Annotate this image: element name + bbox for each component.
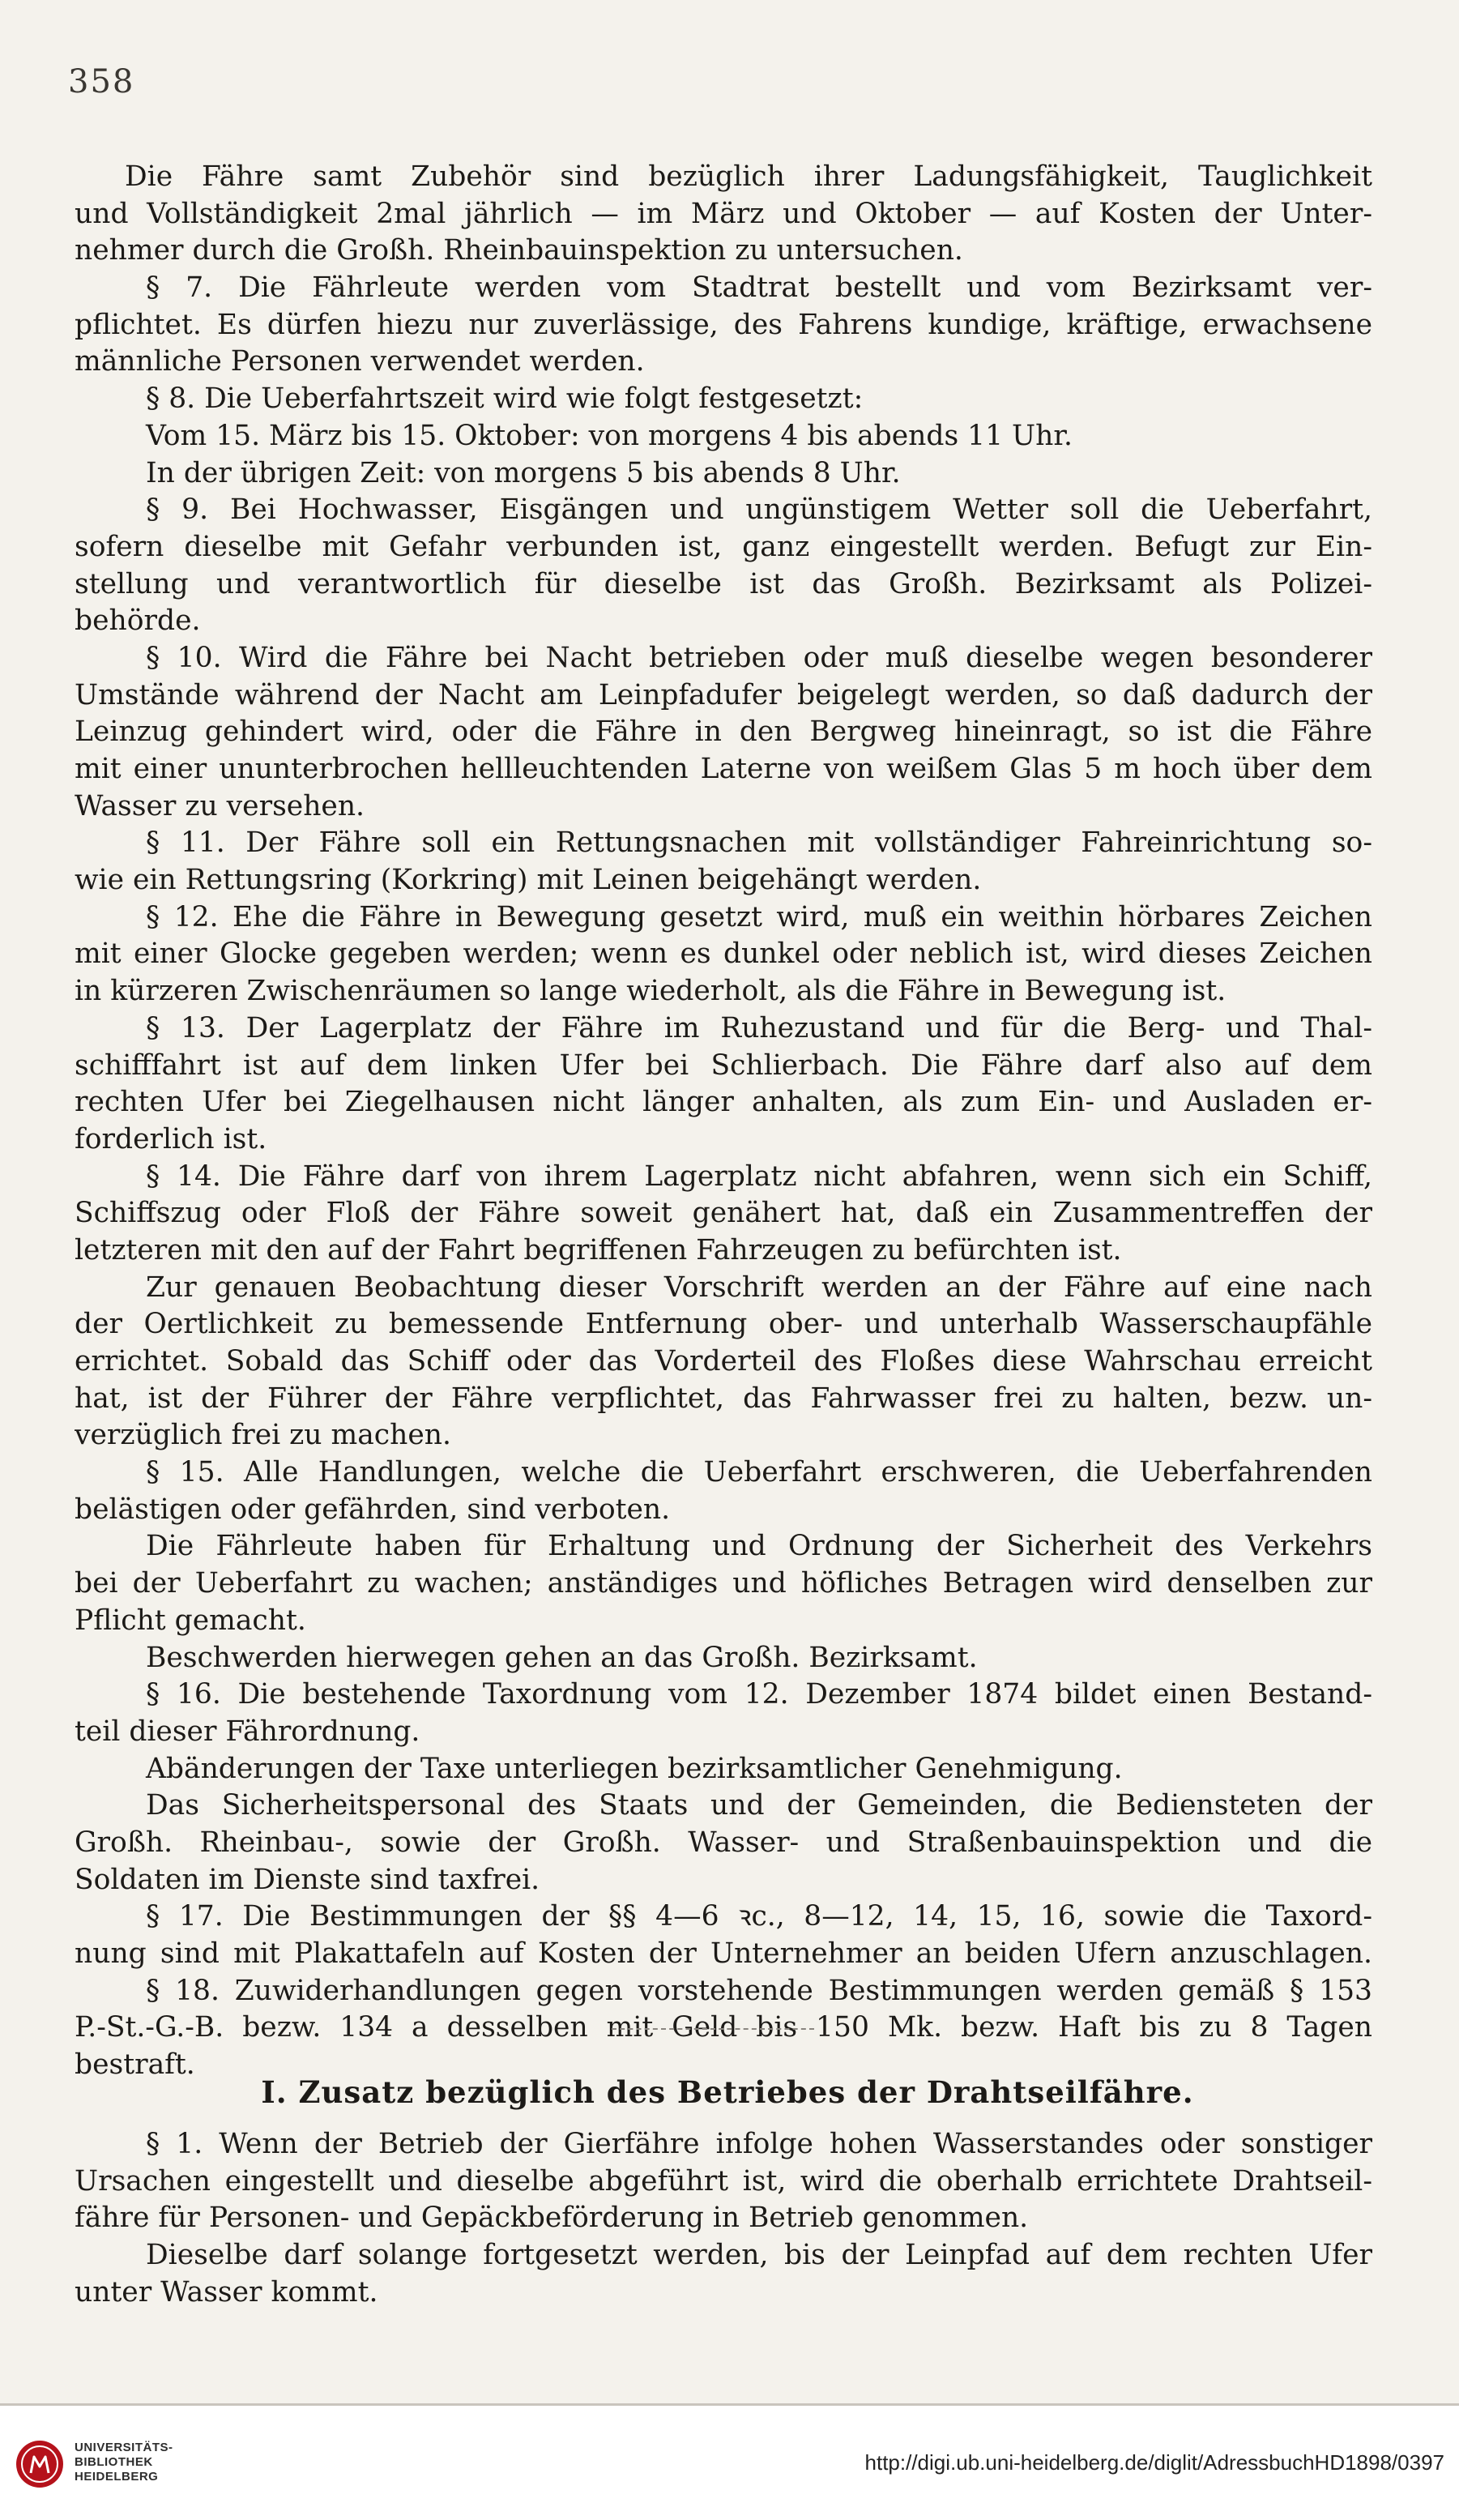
footer-divider — [0, 2403, 1459, 2406]
text-line: Schiffszug oder Floß der Fähre soweit genähert hat, daß ein Zusammentreffen der — [75, 1197, 1372, 1230]
text-line: Die Fähre samt Zubehör sind bezüglich ihrer Ladungsfähigkeit, Tauglichkeit — [125, 160, 1372, 193]
text-line: nehmer durch die Großh. Rheinbauinspektion zu untersuchen. — [75, 234, 963, 267]
separator-rule — [612, 2028, 814, 2031]
text-line: Umstände während der Nacht am Leinpfadufer beigelegt werden, so daß dadurch der — [75, 678, 1372, 711]
text-line: behörde. — [75, 604, 201, 638]
text-line: bei der Ueberfahrt zu wachen; anständiges und höfliches Betragen wird denselben zur — [75, 1567, 1372, 1600]
text-line: sofern dieselbe mit Gefahr verbunden ist, ganz eingestellt werden. Befugt zur Ein- — [75, 530, 1372, 563]
text-line: Dieselbe darf solange fortgesetzt werden, bis der Leinpfad auf dem rechten Ufer — [146, 2239, 1372, 2272]
text-line: Großh. Rheinbau-, sowie der Großh. Wasser- und Straßenbauinspektion und die — [75, 1826, 1372, 1859]
text-line: Wasser zu versehen. — [75, 789, 365, 822]
library-name-line: BIBLIOTHEK — [75, 2455, 153, 2469]
text-line: § 12. Ehe die Fähre in Bewegung gesetzt wird, muß ein weithin hörbares Zeichen — [146, 900, 1372, 933]
text-line: mit einer ununterbrochen hellleuchtenden Laterne von weißem Glas 5 m hoch über dem — [75, 753, 1372, 785]
text-line: Soldaten im Dienste sind taxfrei. — [75, 1863, 540, 1896]
text-line: männliche Personen verwendet werden. — [75, 345, 645, 378]
text-line: rechten Ufer bei Ziegelhausen nicht länger anhalten, als zum Ein- und Ausladen er- — [75, 1086, 1372, 1119]
text-line: Die Fährleute haben für Erhaltung und Ordnung der Sicherheit des Verkehrs — [146, 1530, 1372, 1563]
text-line: letzteren mit den auf der Fahrt begriffenen Fahrzeugen zu befürchten ist. — [75, 1233, 1122, 1266]
text-line: § 7. Die Fährleute werden vom Stadtrat bestellt und vom Bezirksamt ver- — [146, 271, 1372, 305]
text-line: Pflicht gemacht. — [75, 1604, 306, 1637]
text-line: pflichtet. Es dürfen hiezu nur zuverlässige, des Fahrens kundige, kräftige, erwachsene — [75, 308, 1372, 341]
text-line: Vom 15. März bis 15. Oktober: von morgens 4 bis abends 11 Uhr. — [146, 419, 1073, 452]
text-line: stellung und verantwortlich für dieselbe ist das Großh. Bezirksamt als Polizei- — [75, 567, 1372, 600]
text-line: errichtet. Sobald das Schiff oder das Vorderteil des Floßes diese Wahrschau erreicht — [75, 1345, 1372, 1377]
text-line: unter Wasser kommt. — [75, 2275, 378, 2309]
library-name-line: UNIVERSITÄTS- — [75, 2441, 173, 2454]
text-line: § 1. Wenn der Betrieb der Gierfähre infolge hohen Wasserstandes oder sonstiger — [146, 2128, 1372, 2160]
text-line: § 10. Wird die Fähre bei Nacht betrieben oder muß dieselbe wegen besonderer — [146, 641, 1372, 674]
text-line: nung sind mit Plakattafeln auf Kosten der Unternehmer an beiden Ufern anzuschlagen. — [75, 1937, 1372, 1970]
text-line: in kürzeren Zwischenräumen so lange wiederholt, als die Fähre in Bewegung ist. — [75, 975, 1226, 1008]
text-line: In der übrigen Zeit: von morgens 5 bis abends 8 Uhr. — [146, 456, 901, 489]
text-line: § 14. Die Fähre darf von ihrem Lagerplatz nicht abfahren, wenn sich ein Schiff, — [146, 1160, 1372, 1193]
library-seal-icon — [15, 2439, 65, 2489]
library-name — [75, 2441, 173, 2484]
text-line: belästigen oder gefährden, sind verboten. — [75, 1493, 671, 1526]
text-line: teil dieser Fährordnung. — [75, 1715, 420, 1748]
text-line: Abänderungen der Taxe unterliegen bezirksamtlicher Genehmigung. — [146, 1752, 1123, 1785]
text-line: § 13. Der Lagerplatz der Fähre im Ruhezustand und für die Berg- und Thal- — [146, 1011, 1372, 1044]
text-line: forderlich ist. — [75, 1122, 267, 1155]
text-line: bestraft. — [75, 2048, 195, 2082]
text-line: § 11. Der Fähre soll ein Rettungsnachen mit vollständiger Fahreinrichtung so- — [146, 826, 1372, 860]
text-line: § 17. Die Bestimmungen der §§ 4—6 ꝛc., 8—12, 14, 15, 16, sowie die Taxord- — [146, 1900, 1372, 1933]
text-line: § 15. Alle Handlungen, welche die Ueberfahrt erschweren, die Ueberfahrenden — [146, 1456, 1372, 1489]
text-line: § 18. Zuwiderhandlungen gegen vorstehende Bestimmungen werden gemäß § 153 — [146, 1974, 1372, 2007]
body-text — [75, 159, 1372, 2084]
text-line: § 8. Die Ueberfahrtszeit wird wie folgt festgesetzt: — [146, 382, 864, 416]
text-line: der Oertlichkeit zu bemessende Entfernung ober- und unterhalb Wasserschaupfähle — [75, 1308, 1372, 1341]
text-line: Ursachen eingestellt und dieselbe abgeführt ist, wird die oberhalb errichtete Drahtseil- — [75, 2164, 1372, 2198]
text-line: fähre für Personen- und Gepäckbeförderung in Betrieb genommen. — [75, 2202, 1029, 2235]
page-number: 358 — [68, 63, 135, 100]
text-line: mit einer Glocke gegeben werden; wenn es dunkel oder neblich ist, wird dieses Zeichen — [75, 938, 1372, 971]
text-line: Zur genauen Beobachtung dieser Vorschrift werden an der Fähre auf eine nach — [146, 1271, 1372, 1304]
text-line: verzüglich frei zu machen. — [75, 1419, 451, 1452]
text-line: Leinzug gehindert wird, oder die Fähre in den Bergweg hineinragt, so ist die Fähre — [75, 715, 1372, 749]
text-line: § 9. Bei Hochwasser, Eisgängen und ungünstigem Wetter soll die Ueberfahrt, — [146, 493, 1372, 527]
library-name-line: HEIDELBERG — [75, 2470, 159, 2484]
text-line: Beschwerden hierwegen gehen an das Großh. Bezirksamt. — [146, 1641, 978, 1674]
text-line: § 16. Die bestehende Taxordnung vom 12. Dezember 1874 bildet einen Bestand- — [146, 1678, 1372, 1711]
section-heading: I. Zusatz bezüglich des Betriebes der Drahtseilfähre. — [261, 2074, 1194, 2110]
source-url-link[interactable]: http://digi.ub.uni-heidelberg.de/diglit/AdressbuchHD1898/0397 — [864, 2450, 1444, 2475]
text-line: wie ein Rettungsring (Korkring) mit Leinen beigehängt werden. — [75, 864, 982, 897]
text-line: P.-St.-G.-B. bezw. 134 a desselben mit Geld bis 150 Mk. bezw. Haft bis zu 8 Tagen — [75, 2011, 1372, 2044]
text-line: Das Sicherheitspersonal des Staats und der Gemeinden, die Bediensteten der — [146, 1789, 1372, 1822]
text-line: und Vollständigkeit 2mal jährlich — im März und Oktober — auf Kosten der Unter- — [75, 197, 1372, 230]
text-line: schifffahrt ist auf dem linken Ufer bei Schlierbach. Die Fähre darf also auf dem — [75, 1049, 1372, 1082]
text-line: hat, ist der Führer der Fähre verpflichtet, das Fahrwasser frei zu halten, bezw. un- — [75, 1382, 1372, 1415]
section-text — [75, 2126, 1372, 2311]
